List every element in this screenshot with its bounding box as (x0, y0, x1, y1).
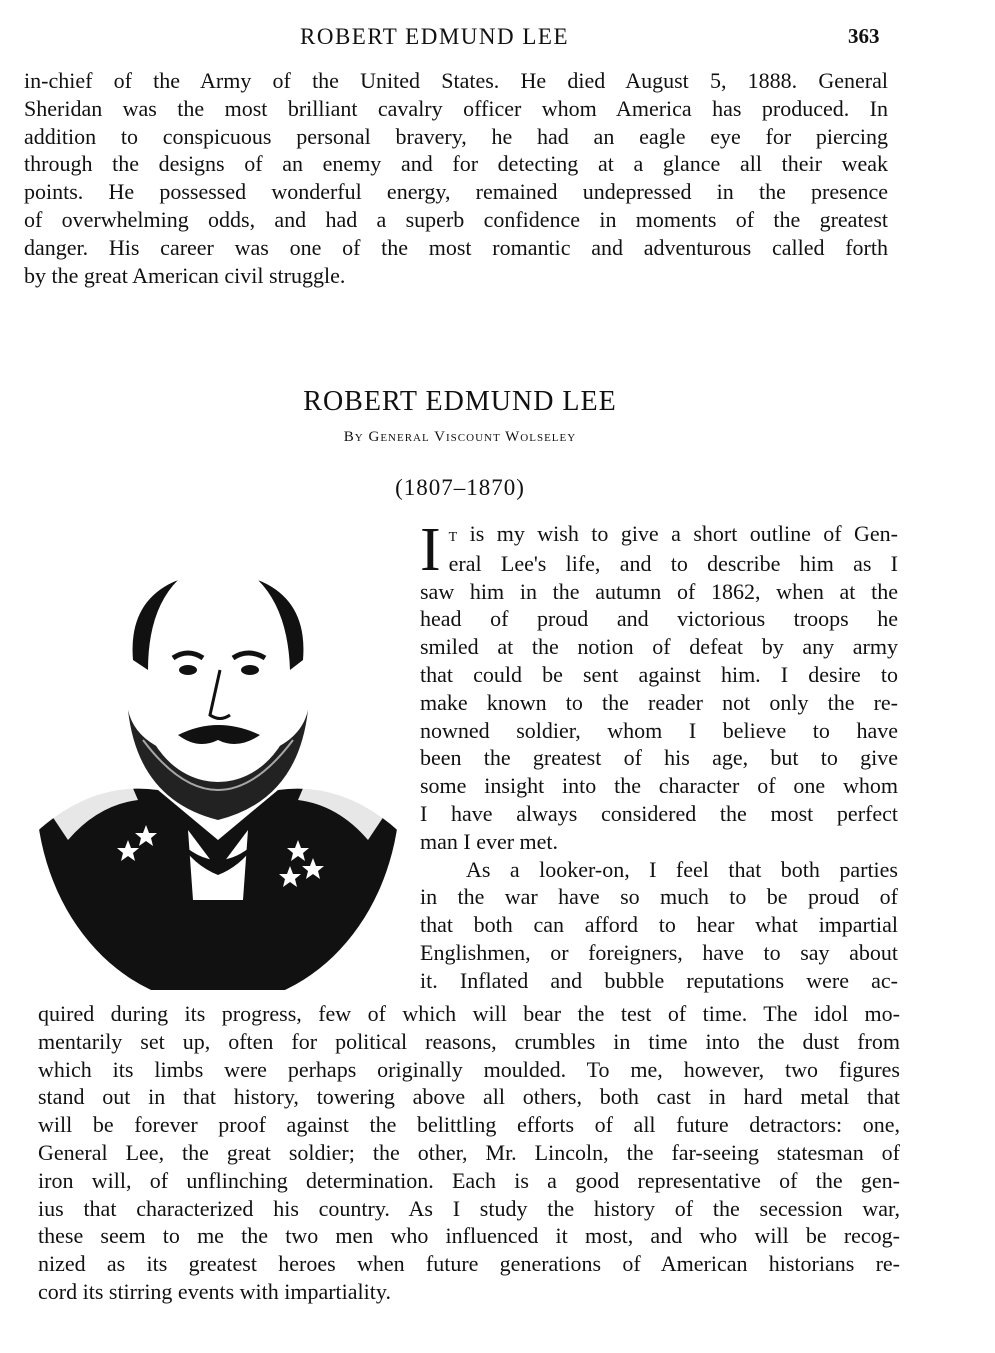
text-line: addition to conspicuous personal bravery, he had an eagle eye for piercing (24, 123, 888, 149)
text-line: nized as its greatest heroes when future generations of American historians re- (38, 1251, 900, 1277)
text-line: cord its stirring events with impartiality. (38, 1278, 391, 1304)
text-line: in-chief of the Army of the United States. He died August 5, 1888. General (24, 68, 888, 93)
text-line: stand out in that history, towering above all others, both cast in hard metal that (38, 1084, 900, 1110)
text-line (420, 520, 898, 550)
text-line: make known to the reader not only the re- (420, 689, 898, 715)
text-line: that both can afford to hear what impartial (420, 912, 898, 938)
text-line: man I ever met. (420, 828, 559, 854)
portrait-image (28, 540, 408, 990)
article-column-text (420, 516, 899, 995)
text-line: nowned soldier, whom I believe to have (420, 717, 898, 743)
text-line: ius that characterized his country. As I study the history of the secession war, (38, 1195, 900, 1221)
text-line: smiled at the notion of defeat by any army (420, 634, 898, 660)
text-line: Englishmen, or foreigners, have to say about (420, 939, 898, 965)
text-line: in the war have so much to be proud of (420, 884, 898, 910)
text-line: that could be sent against him. I desire to (420, 661, 898, 687)
text-line: been the greatest of his age, but to give (420, 745, 898, 771)
page-number: 363 (848, 24, 880, 48)
portrait-engraving (28, 540, 408, 990)
article-byline: By General Viscount Wolseley (343, 429, 577, 445)
article-dates: (1807–1870) (395, 475, 525, 500)
text-line: iron will, of unflinching determination. Each is a good representative of the gen- (38, 1167, 900, 1193)
text-line: I have always considered the most perfect (420, 800, 898, 826)
text-line: points. He possessed wonderful energy, remained undepressed in the presence (24, 179, 888, 205)
text-line: some insight into the character of one whom (420, 773, 898, 799)
first-line-text: is my wish to give a short outline of Gen- (469, 521, 899, 546)
text-line: quired during its progress, few of which will bear the test of time. The idol mo- (38, 1001, 900, 1026)
text-line: As a looker-on, I feel that both parties (466, 856, 898, 882)
text-line: mentarily set up, often for political reasons, crumbles in time into the dust from (38, 1028, 900, 1054)
article-full-width-text (38, 1000, 900, 1306)
running-head (0, 24, 995, 54)
text-line: which its limbs were perhaps originally moulded. To me, however, two figures (38, 1056, 900, 1082)
text-line: danger. His career was one of the most romantic and adventurous called forth (24, 234, 888, 260)
article-title: ROBERT EDMUND LEE (303, 386, 617, 417)
text-line: saw him in the autumn of 1862, when at the (420, 578, 898, 604)
drop-cap: I (420, 516, 441, 584)
text-line: of overwhelming odds, and had a superb confidence in moments of the greatest (24, 206, 888, 232)
text-line: head of proud and victorious troops he (420, 606, 898, 632)
text-line: will be forever proof against the belittling efforts of all future detractors: one, (38, 1112, 900, 1138)
previous-article-text (24, 67, 888, 289)
text-line: Sheridan was the most brilliant cavalry officer whom America has produced. In (24, 95, 888, 121)
running-title: ROBERT EDMUND LEE (300, 24, 570, 49)
first-word-smallcaps: t (448, 524, 458, 546)
text-line: it. Inflated and bubble reputations were ac- (420, 967, 898, 993)
text-line: by the great American civil struggle. (24, 262, 346, 288)
text-line: these seem to me the two men who influenced it most, and who will be recog- (38, 1223, 900, 1249)
text-line: through the designs of an enemy and for detecting at a glance all their weak (24, 151, 888, 177)
text-line: eral Lee's life, and to describe him as I (448, 550, 898, 576)
text-line: General Lee, the great soldier; the other, Mr. Lincoln, the far-seeing statesman of (38, 1139, 900, 1165)
